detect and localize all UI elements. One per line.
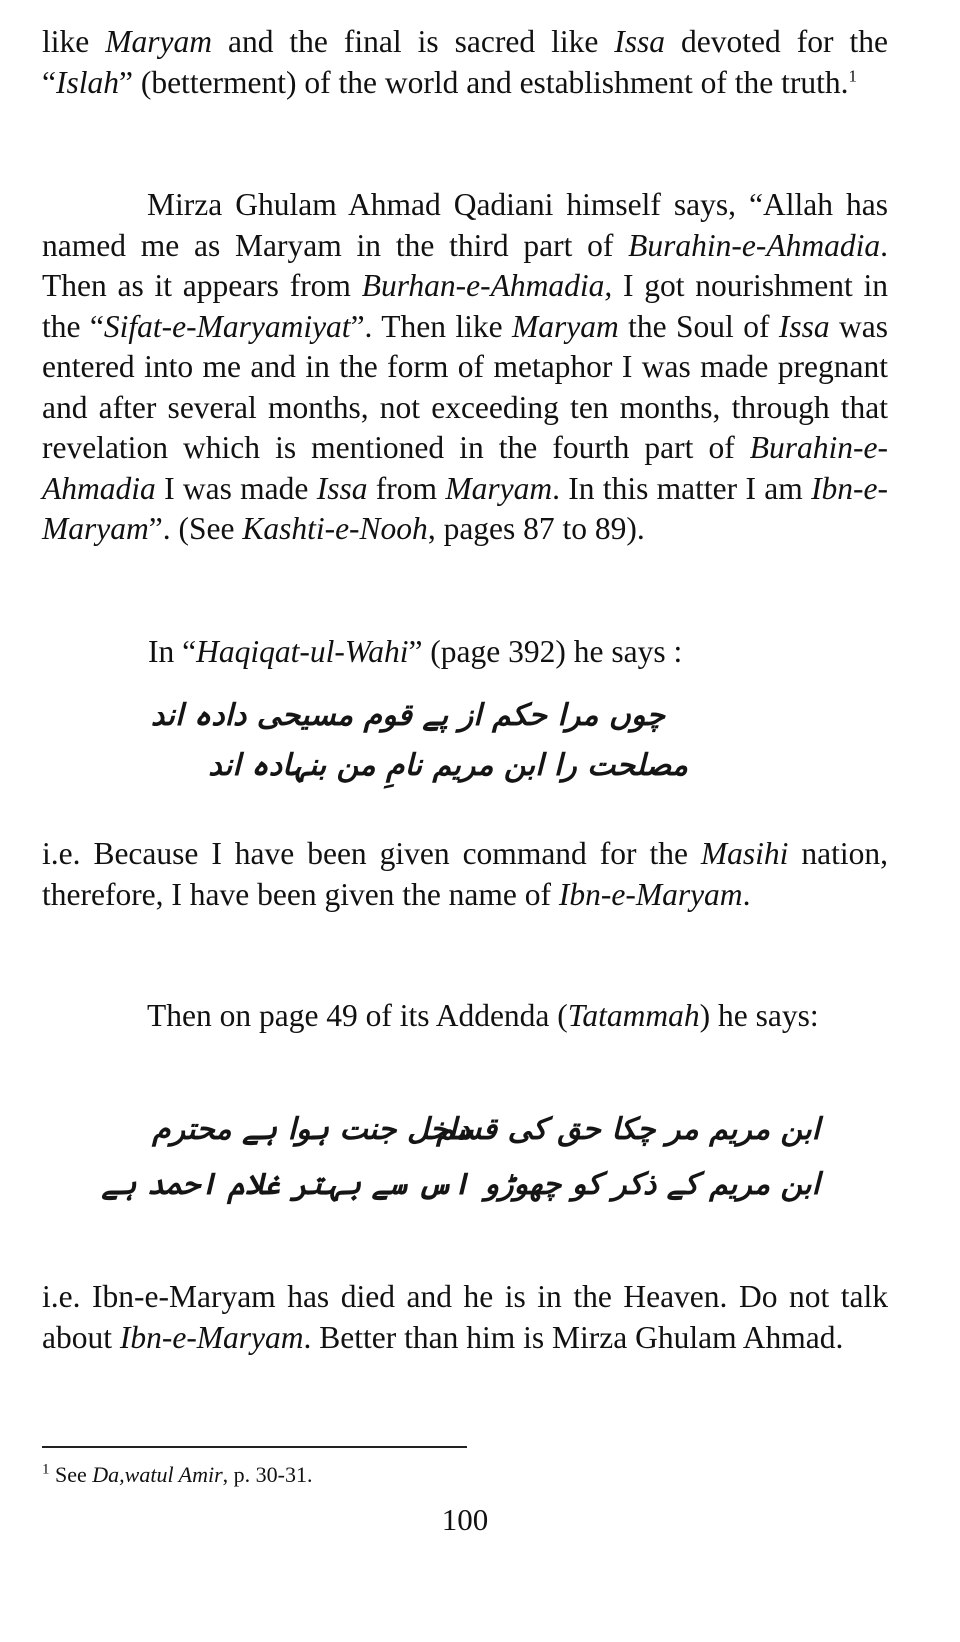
footnote-marker: 1 xyxy=(42,1461,50,1478)
text: , p. 30-31. xyxy=(222,1462,313,1487)
italic-term: Issa xyxy=(614,24,666,59)
text: I got nourishment in the “ xyxy=(42,268,888,344)
paragraph-continuation xyxy=(42,22,888,103)
urdu-verse-2-right-1: ابن مریم مر چکا حق کی قسم xyxy=(436,1112,820,1147)
text: and the final is sacred like xyxy=(211,24,615,59)
text: like xyxy=(42,24,106,59)
paragraph-addenda xyxy=(42,996,888,1037)
italic-term: Haqiqat-ul-Wahi xyxy=(196,634,409,669)
footnote-divider xyxy=(42,1446,467,1448)
text: ” (page 392) he says : xyxy=(408,634,683,669)
haqiqat-intro xyxy=(148,632,682,672)
text: Then on page 49 of its Addenda ( xyxy=(147,998,568,1033)
page-number: 100 xyxy=(441,1502,489,1537)
paragraph-translation-1 xyxy=(42,834,888,915)
italic-term: Ibn-e-Maryam xyxy=(558,876,743,912)
text: from xyxy=(367,470,446,506)
italic-term: Burahin-e-Ahmadia xyxy=(628,227,881,263)
text: i.e. Ibn-e-Maryam has died and he is in the Heaven. Do not talk about xyxy=(42,1279,888,1355)
footnote-marker: 1 xyxy=(848,66,858,85)
urdu-verse-1-line-1: چوں مرا حکم از پے قوم مسیحی دادہ اند xyxy=(150,698,665,733)
urdu-verse-2-right-2: ابن مریم کے ذکر کو چھوڑو xyxy=(484,1167,820,1202)
text: devoted for the “ xyxy=(42,24,888,100)
italic-term: Burhan-e-Ahmadia, xyxy=(361,268,613,303)
text: . Then as it appears from xyxy=(42,227,888,303)
italic-term: Maryam xyxy=(445,470,553,506)
italic-term: Maryam xyxy=(512,308,619,344)
text: the Soul of xyxy=(618,308,779,344)
text: , pages 87 to 89). xyxy=(427,511,645,546)
italic-term: Ibn-e-Maryam xyxy=(119,1319,304,1355)
italic-term: Ibn-e-Maryam xyxy=(42,470,889,546)
italic-term: Issa xyxy=(316,470,368,506)
text: i.e. Because I have been given command for the xyxy=(42,836,701,871)
text: . In this matter I am xyxy=(552,470,812,506)
italic-term: Masihi xyxy=(700,836,789,871)
italic-term: Kashti-e-Nooh xyxy=(242,511,428,546)
paragraph-translation-2 xyxy=(42,1277,888,1358)
italic-term: Burahin-e-Ahmadia xyxy=(42,430,888,506)
urdu-verse-2-left-2: اس سے بہتر غلام احمد ہے xyxy=(101,1167,470,1202)
italic-term: Sifat-e-Maryamiyat xyxy=(103,308,351,344)
footnote xyxy=(42,1460,312,1490)
italic-term: Islah xyxy=(55,64,119,100)
italic-term: Issa xyxy=(778,308,830,344)
italic-term: Da,watul Amir xyxy=(92,1462,223,1487)
text: nation, therefore, I have been given the name of xyxy=(42,836,888,912)
paragraph-quote xyxy=(42,185,888,550)
text: . Better than him is Mirza Ghulam Ahmad. xyxy=(303,1319,844,1355)
urdu-verse-2-left-1: داخل جنت ہوا ہے محترم xyxy=(152,1112,470,1147)
text: In “ xyxy=(148,634,197,669)
italic-term: Tatammah xyxy=(567,998,700,1033)
italic-term: Maryam xyxy=(105,24,212,59)
text: ”. Then like xyxy=(350,308,513,344)
text: See xyxy=(49,1462,93,1487)
text: Mirza Ghulam Ahmad Qadiani himself says, “Allah has named me as Maryam in the third part of xyxy=(42,187,888,263)
urdu-verse-1-line-2: مصلحت را ابن مریم نامِ من بنہادہ اند xyxy=(208,748,688,783)
text: ” (betterment) of the world and establishment of the truth. xyxy=(118,64,849,100)
text: I was made xyxy=(155,470,317,506)
text: ”. (See xyxy=(148,511,243,546)
text: ) he says: xyxy=(699,998,819,1033)
text: was entered into me and in the form of metaphor I was made pregnant and after several months, not exceeding ten months, through that revelation which is mentioned in the fourth part of xyxy=(42,308,888,465)
text: . xyxy=(742,876,751,912)
